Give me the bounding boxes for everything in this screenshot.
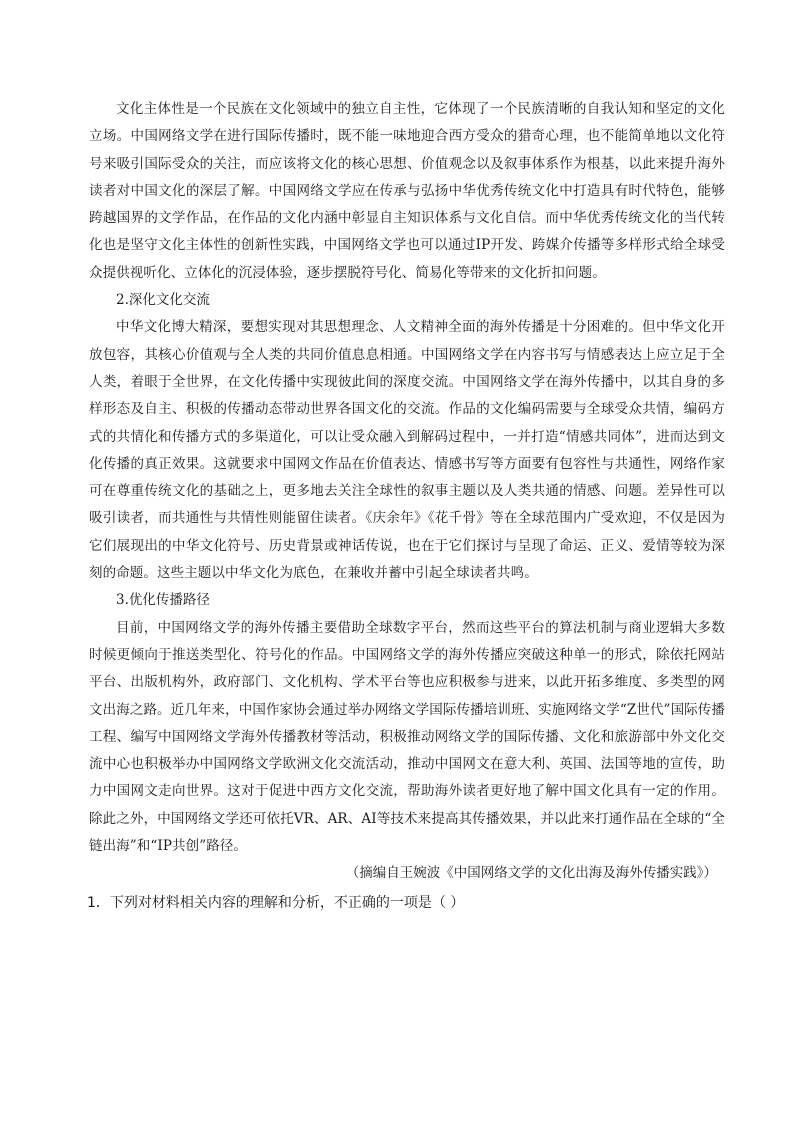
paragraph-cultural-exchange: 中华文化博大精深，要想实现对其思想理念、人文精神全面的海外传播是十分困难的。但中华文化开放包容，其核心价值观与全人类的共同价值息息相通。中国网络文学在内容书写与情感表达上应立足于全人类，着眼于全世界，在文化传播中实现彼此间的深度交流。中国网络文学在海外传播中，以其自身的多样形态及自主、积极的传播动态带动世界各国文化的交流。作品的文化编码需要与全球受众共情，编码方式的共情化和传播方式的多渠道化，可以让受众融入到解码过程中，一并打造“情感共同体”，进而达到文化传播的真正效果。这就要求中国网文作品在价值表达、情感书写等方面要有包容性与共通性，网络作家可在尊重传统文化的基础之上，更多地去关注全球性的叙事主题以及人类共通的情感、问题。差异性可以吸引读者，而共通性与共情性则能留住读者。《庆余年》《花千骨》等在全球范围内广受欢迎，不仅是因为它们展现出的中华文化符号、历史背景或神话传说，也在于它们探讨与呈现了命运、正义、爱情等较为深刻的命题。这些主题以中华文化为底色，在兼收并蓄中引起全球读者共鸣。 <box>89 319 725 582</box>
question-1-stem: 1．下列对材料相关内容的理解和分析，不正确的一项是（ ） <box>87 894 465 911</box>
source-citation: （摘编自王婉波《中国网络文学的文化出海及海外传播实践》） <box>345 865 717 882</box>
document-page <box>89 96 725 916</box>
section-heading-optimize-path: 3.优化传播路径 <box>116 592 210 609</box>
paragraph-communication-path: 目前，中国网络文学的海外传播主要借助全球数字平台，然而这些平台的算法机制与商业逻辑大多数时候更倾向于推送类型化、符号化的作品。中国网络文学的海外传播应突破这种单一的形式，除依托网站平台、出版机构外，政府部门、文化机构、学术平台等也应积极参与进来，以此开拓多维度、多类型的网文出海之路。近几年来，中国作家协会通过举办网络文学国际传播培训班、实施网络文学“Z世代”国际传播工程、编写中国网络文学海外传播教材等活动，积极推动网络文学的国际传播、文化和旅游部中外文化交流中心也积极举办中国网络文学欧洲文化交流活动，推动中国网文在意大利、英国、法国等地的宣传，助力中国网文走向世界。这对于促进中西方文化交流，帮助海外读者更好地了解中国文化具有一定的作用。除此之外，中国网络文学还可依托VR、AR、AI等技术来提高其传播效果，并以此来打通作品在全球的“全链出海”和“IP共创”路径。 <box>89 619 725 855</box>
section-heading-deepen-exchange: 2.深化文化交流 <box>116 292 210 309</box>
paragraph-cultural-subjectivity: 文化主体性是一个民族在文化领域中的独立自主性，它体现了一个民族清晰的自我认知和坚定的文化立场。中国网络文学在进行国际传播时，既不能一味地迎合西方受众的猎奇心理，也不能简单地以文化符号来吸引国际受众的关注，而应该将文化的核心思想、价值观念以及叙事体系作为根基，以此来提升海外读者对中国文化的深层了解。中国网络文学应在传承与弘扬中华优秀传统文化中打造具有时代特色，能够跨越国界的文学作品，在作品的文化内涵中彰显自主知识体系与文化自信。而中华优秀传统文化的当代转化也是坚守文化主体性的创新性实践，中国网络文学也可以通过IP开发、跨媒介传播等多样形式给全球受众提供视听化、立体化的沉浸体验，逐步摆脱符号化、简易化等带来的文化折扣问题。 <box>89 101 725 281</box>
